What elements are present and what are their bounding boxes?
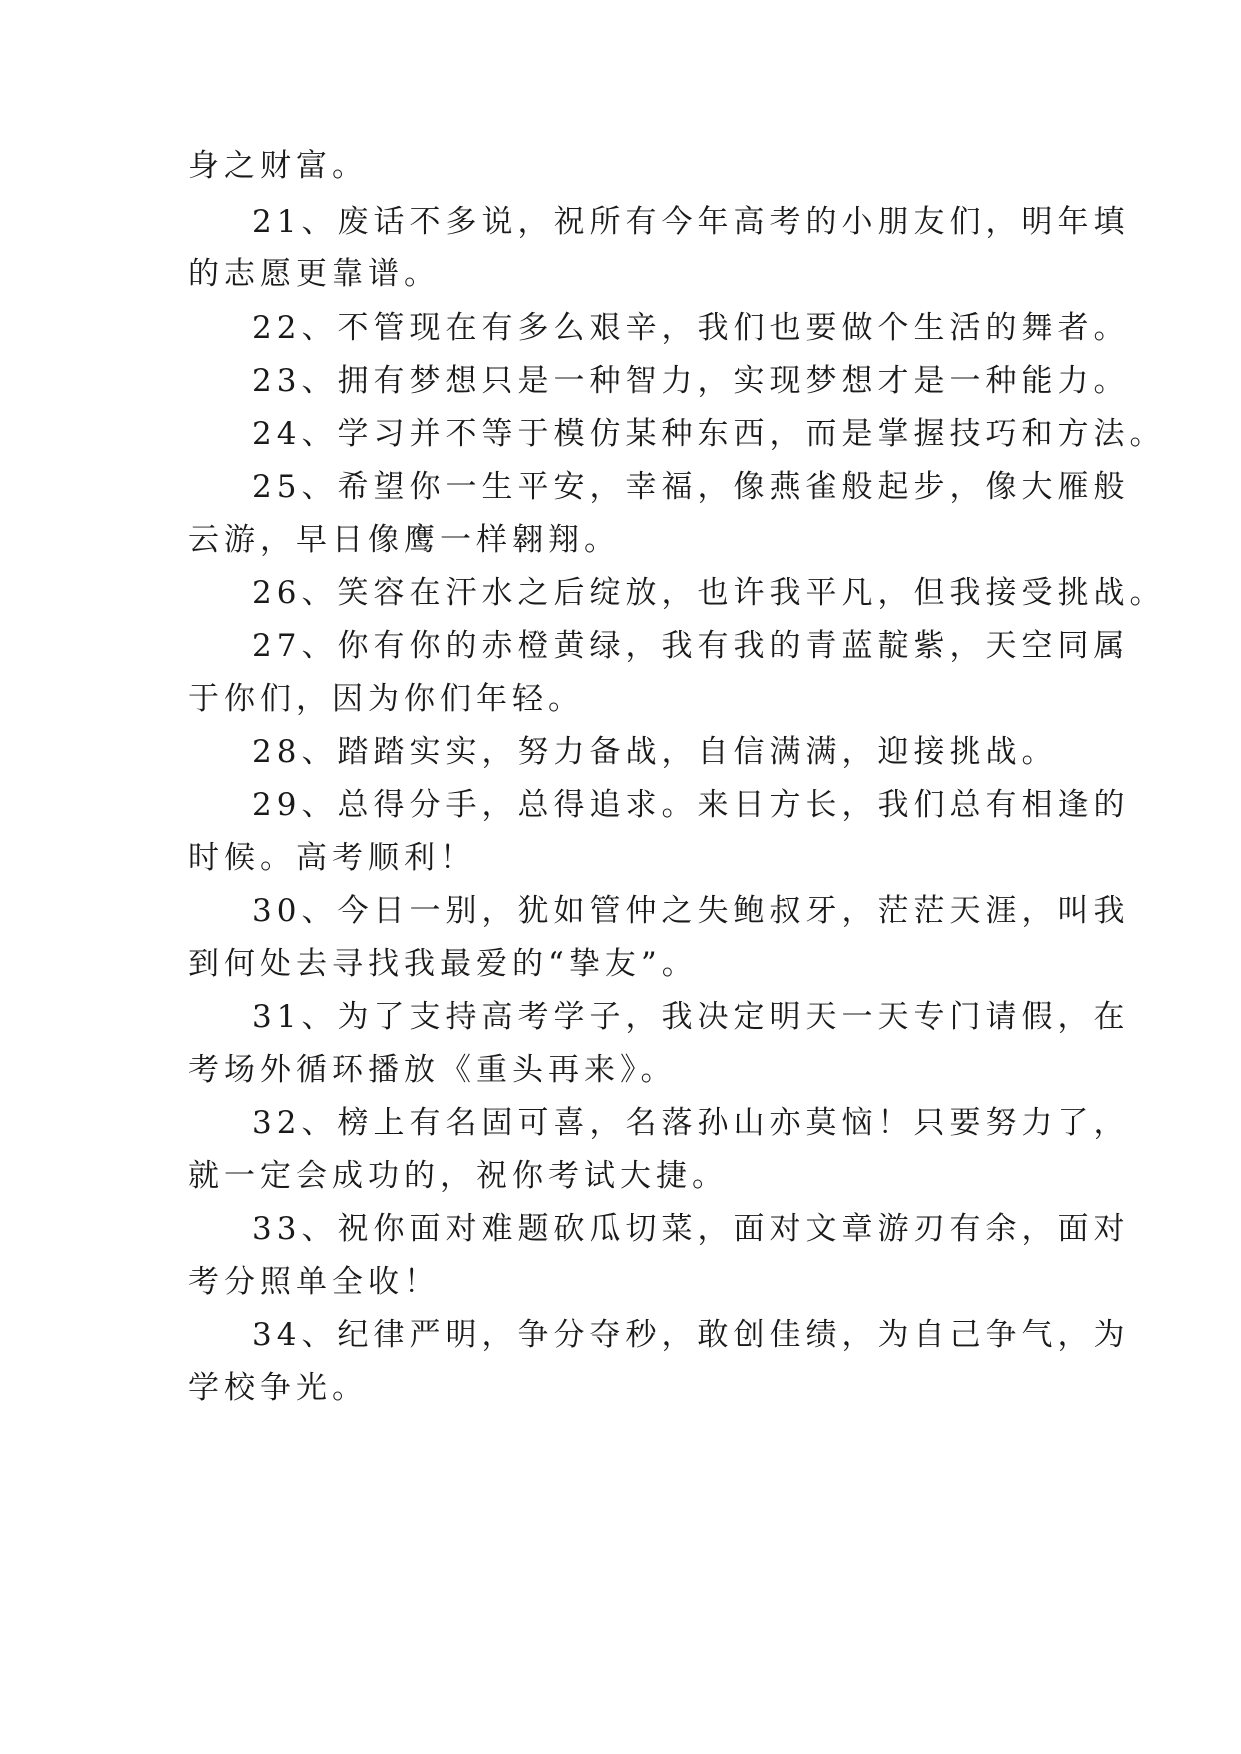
text-line: 身之财富。 [188,148,368,184]
text-line: 27、你有你的赤橙黄绿，我有我的青蓝靛紫，天空同属 [252,628,1130,664]
text-line: 21、废话不多说，祝所有今年高考的小朋友们，明年填 [252,204,1130,240]
text-line: 30、今日一别，犹如管仲之失鲍叔牙，茫茫天涯，叫我 [252,893,1130,929]
text-line: 33、祝你面对难题砍瓜切菜，面对文章游刃有余，面对 [252,1211,1130,1247]
text-line: 28、踏踏实实，努力备战，自信满满，迎接挑战。 [252,734,1058,770]
text-line: 时候。高考顺利！ [188,840,476,876]
text-line: 25、希望你一生平安，幸福，像燕雀般起步，像大雁般 [252,469,1130,505]
text-line: 到何处去寻找我最爱的“挚友”。 [188,946,698,982]
text-line: 就一定会成功的，祝你考试大捷。 [188,1158,728,1194]
text-line: 32、榜上有名固可喜，名落孙山亦莫恼！只要努力了， [252,1105,1130,1141]
text-line: 云游，早日像鹰一样翱翔。 [188,522,620,558]
text-line: 31、为了支持高考学子，我决定明天一天专门请假，在 [252,999,1130,1035]
text-line: 22、不管现在有多么艰辛，我们也要做个生活的舞者。 [252,310,1130,346]
text-line: 24、学习并不等于模仿某种东西，而是掌握技巧和方法。 [252,416,1166,452]
text-line: 于你们，因为你们年轻。 [188,681,584,717]
text-line: 的志愿更靠谱。 [188,256,440,292]
text-line: 考分照单全收！ [188,1264,440,1300]
text-line: 考场外循环播放《重头再来》。 [188,1052,677,1088]
text-line: 23、拥有梦想只是一种智力，实现梦想才是一种能力。 [252,363,1130,399]
text-line: 29、总得分手，总得追求。来日方长，我们总有相逢的 [252,787,1130,823]
text-line: 学校争光。 [188,1370,368,1406]
text-line: 34、纪律严明，争分夺秒，敢创佳绩，为自己争气，为 [252,1317,1130,1353]
text-line: 26、笑容在汗水之后绽放，也许我平凡，但我接受挑战。 [252,575,1166,611]
